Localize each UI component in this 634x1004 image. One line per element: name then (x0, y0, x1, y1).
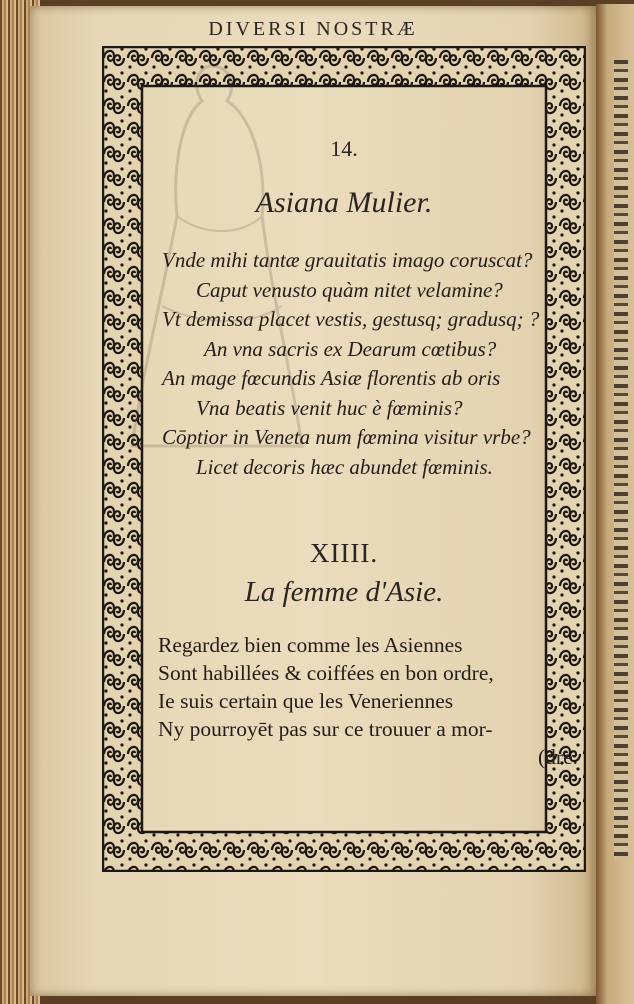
latin-verse (162, 246, 582, 482)
verse-line: (dre. (538, 745, 578, 769)
verse-line: Vnde mihi tantæ grauitatis imago coruscat? (162, 248, 533, 272)
verse-line: Sont habillées & coiffées en bon ordre, (158, 661, 494, 685)
french-verse (158, 631, 578, 771)
verse-line: Ny pourroyēt pas sur ce trouuer a mor- (158, 717, 493, 741)
running-head: DIVERSI NOSTRÆ (208, 18, 418, 40)
ornamental-frame (102, 46, 586, 872)
verse-line: Cōptior in Veneta num fœmina visitur vrbe? (162, 425, 531, 449)
verse-line: Caput venusto quàm nitet velamine? (196, 277, 503, 302)
verse-line: Licet decoris hæc abundet fœminis. (196, 454, 493, 479)
verse-line: An mage fœcundis Asiæ florentis ab oris (162, 366, 501, 390)
page-number: 14. (330, 136, 358, 161)
section-number: XIIII. (309, 538, 379, 568)
verse-line: Vna beatis venit huc è fœminis? (196, 395, 463, 420)
latin-title: Asiana Mulier. (255, 186, 433, 219)
verse-line: Vt demissa placet vestis, gestusq; gradusq; ? (162, 307, 540, 331)
book-page (30, 6, 596, 996)
verse-line: An vna sacris ex Dearum cœtibus? (204, 336, 497, 361)
french-title: La femme d'Asie. (244, 576, 444, 608)
adjacent-page-border (614, 60, 628, 860)
verse-line: Ie suis certain que les Veneriennes (158, 689, 454, 713)
verse-line: Regardez bien comme les Asiennes (158, 633, 463, 657)
